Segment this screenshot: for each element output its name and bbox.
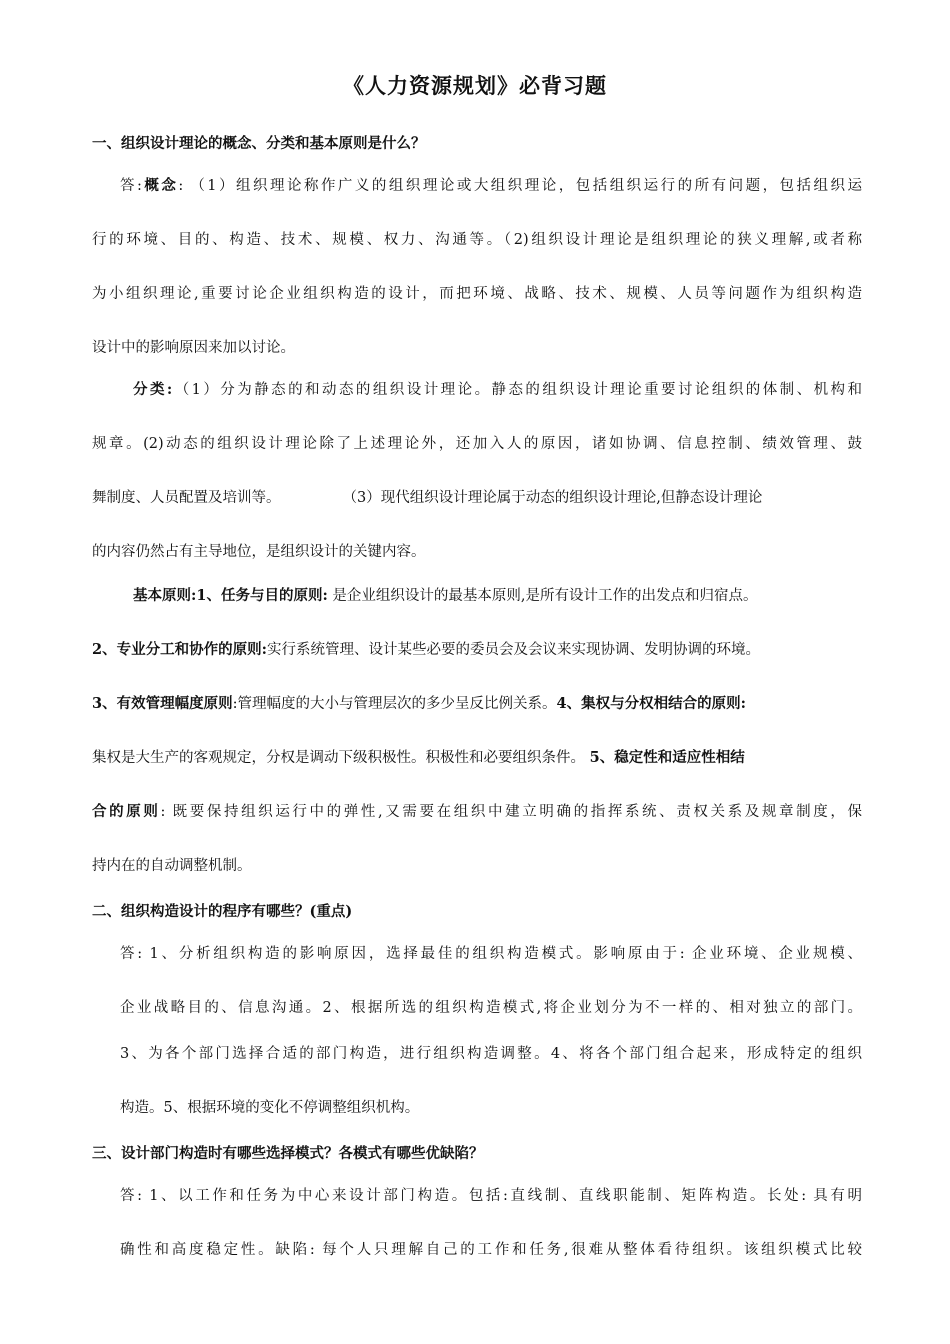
principle-5-label-a: 5、稳定性和适应性相结: [589, 749, 745, 766]
q1-concept-line-3: 为小组织理论,重要讨论企业组织构造的设计，而把环境、战略、技术、规模、人员等问题作为组织构造: [92, 286, 862, 302]
class-label: 分类:: [133, 381, 173, 398]
class-text-a: 舞制度、人员配置及培训等。: [92, 490, 281, 506]
principle-3-text: :管理幅度的大小与管理层次的多少呈反比例关系。: [232, 696, 557, 712]
q1-principle-line-1: [133, 586, 862, 606]
q2-line-1: 答: 1、分析组织构造的影响原因，选择最佳的组织构造模式。影响原由于: 企业环境、企业规模、: [120, 946, 862, 962]
concept-text: : （1）组织理论称作广义的组织理论或大组织理论，包括组织运行的所有问题，包括组织运: [178, 178, 863, 194]
q1-principle-line-6: 持内在的自动调整机制。: [92, 858, 252, 874]
q2-heading: 二、组织构造设计的程序有哪些？(重点): [92, 903, 353, 920]
q2-line-4: 构造。5、根据环境的变化不停调整组织机构。: [120, 1100, 420, 1116]
q1-concept-line-4: 设计中的影响原因来加以讨论。: [92, 340, 295, 356]
principle-2-label: 2、专业分工和协作的原则:: [92, 641, 267, 658]
q1-class-line-3: [92, 488, 862, 508]
class-text-b: （3）现代组织设计理论属于动态的组织设计理论,但静态设计理论: [342, 490, 763, 506]
concept-label: 概念: [141, 177, 179, 194]
q1-principle-line-5: [92, 802, 862, 822]
q2-line-3: 3、为各个部门选择合适的部门构造，进行组织构造调整。4、将各个部门组合起来，形成特定的组织: [120, 1046, 862, 1062]
principle-label: 基本原则:1、任务与目的原则:: [133, 587, 328, 604]
principle-5-label-b: 合的原则: [92, 803, 161, 820]
q3-line-2: 确性和高度稳定性。缺陷: 每个人只理解自己的工作和任务,很难从整体看待组织。该组织模式比较: [120, 1242, 862, 1258]
q2-line-2: 企业战略目的、信息沟通。2、根据所选的组织构造模式,将企业划分为不一样的、相对独立的部门。: [120, 1000, 862, 1016]
q1-class-line-2: 规章。(2)动态的组织设计理论除了上述理论外，还加入人的原因，诸如协调、信息控制、绩效管理、鼓: [92, 436, 862, 452]
q1-principle-line-4: [92, 748, 862, 768]
answer-prefix: 答:: [120, 178, 142, 194]
document-title: 《人力资源规划》必背习题: [343, 73, 607, 98]
q1-class-line-4: 的内容仍然占有主导地位，是组织设计的关键内容。: [92, 544, 426, 560]
principle-4-label: 4、集权与分权相结合的原则:: [556, 695, 746, 712]
q1-concept-line-2: 行的环境、目的、构造、技术、规模、权力、沟通等。（2)组织设计理论是组织理论的狭义理解,或者称: [92, 232, 862, 248]
q1-principle-line-2: [92, 640, 862, 660]
principle-2-text: 实行系统管理、设计某些必要的委员会及会议来实现协调、发明协调的环境。: [266, 642, 760, 658]
q1-class-line-1: [133, 380, 862, 400]
q3-line-1: 答: 1、以工作和任务为中心来设计部门构造。包括:直线制、直线职能制、矩阵构造。长处: 具有明: [120, 1188, 862, 1204]
q3-heading: 三、设计部门构造时有哪些选择模式？各模式有哪些优缺陷？: [92, 1145, 484, 1162]
q1-heading: 一、组织设计理论的概念、分类和基本原则是什么？: [92, 135, 426, 152]
principle-3-label: 3、有效管理幅度原则: [92, 695, 233, 712]
principle-5-text: : 既要保持组织运行中的弹性,又需要在组织中建立明确的指挥系统、责权关系及规章制度，保: [160, 804, 862, 820]
principle-text: 是企业组织设计的最基本原则,是所有设计工作的出发点和归宿点。: [327, 588, 758, 604]
class-text: （1）分为静态的和动态的组织设计理论。静态的组织设计理论重要讨论组织的体制、机构和: [172, 382, 862, 398]
principle-4-text: 集权是大生产的客观规定，分权是调动下级积极性。积极性和必要组织条件。: [92, 750, 585, 766]
q1-concept-line-1: [120, 176, 862, 196]
q1-principle-line-3: [92, 694, 862, 714]
